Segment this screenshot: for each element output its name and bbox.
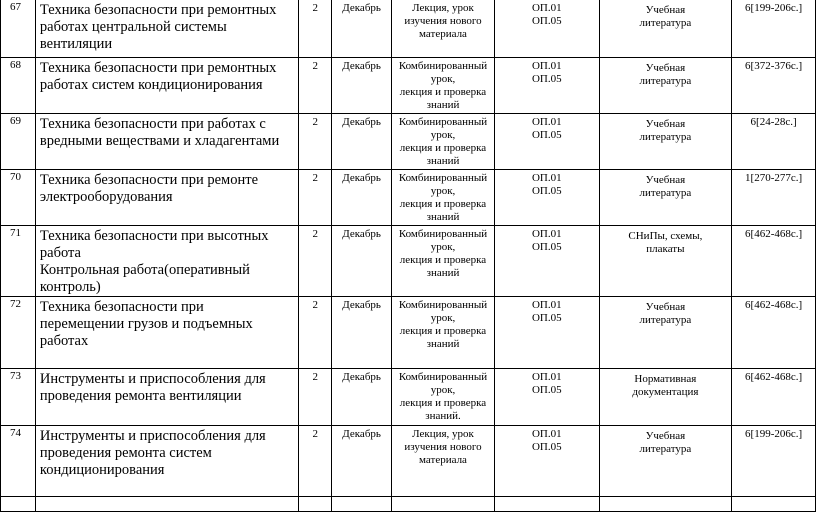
month-cell: Декабрь <box>332 0 392 58</box>
competencies-cell-line: ОП.01 <box>531 60 562 72</box>
row-number: 71 <box>1 226 36 297</box>
month-cell: Декабрь <box>332 426 392 497</box>
competencies-cell-line: ОП.01 <box>531 428 562 440</box>
resources-cell-line: плакаты <box>646 243 685 255</box>
resources-cell <box>599 114 732 170</box>
lesson-type-cell-line: изучения нового <box>404 15 482 27</box>
lesson-type-cell <box>392 426 495 497</box>
resources-cell-line: Нормативная <box>634 373 697 385</box>
resources-cell <box>599 426 732 497</box>
row-number: 70 <box>1 170 36 226</box>
resources-cell-line: литература <box>639 187 692 199</box>
hours-cell: 2 <box>299 297 332 369</box>
resources-cell-line: литература <box>639 314 692 326</box>
reference-cell: 6[199-206с.] <box>732 426 816 497</box>
lesson-type-cell-line: лекция и проверка <box>399 325 487 337</box>
topic-cell <box>35 58 298 114</box>
lesson-type-cell-line: знаний <box>426 155 460 167</box>
lesson-type-cell-line: материала <box>419 28 467 40</box>
table-row <box>1 297 816 369</box>
lesson-type-cell-line: знаний <box>426 211 460 223</box>
topic-cell-line: кондиционирования <box>39 462 165 478</box>
lesson-type-cell <box>392 0 495 58</box>
competencies-cell-line: ОП.05 <box>531 73 562 85</box>
lesson-type-cell <box>392 297 495 369</box>
lesson-type-cell-line: материала <box>419 454 467 466</box>
resources-cell-line: Учебная <box>645 62 686 74</box>
lesson-type-cell-line: лекция и проверка <box>399 397 487 409</box>
month-cell: Декабрь <box>332 170 392 226</box>
topic-cell-line: работах <box>39 333 89 349</box>
topic-cell-line: Инструменты и приспособления для <box>39 371 266 387</box>
resources-cell <box>599 369 732 426</box>
resources-cell-line: литература <box>639 131 692 143</box>
reference-cell: 6[462-468с.] <box>732 297 816 369</box>
reference-cell: 6[462-468с.] <box>732 369 816 426</box>
topic-cell-line: контроль) <box>39 279 101 295</box>
resources-cell <box>599 170 732 226</box>
competencies-cell-line: ОП.05 <box>531 384 562 396</box>
table-body <box>1 0 816 512</box>
resources-cell <box>599 58 732 114</box>
empty-table-row <box>1 497 816 512</box>
lesson-type-cell-line: урок, <box>430 384 456 396</box>
topic-cell-line: Контрольная работа(оперативный <box>39 262 250 278</box>
competencies-cell-line: ОП.01 <box>531 299 562 311</box>
empty-cell <box>1 497 36 512</box>
lesson-type-cell-line: урок, <box>430 185 456 197</box>
row-number: 73 <box>1 369 36 426</box>
competencies-cell <box>494 297 599 369</box>
resources-cell-line: литература <box>639 75 692 87</box>
lesson-type-cell-line: лекция и проверка <box>399 86 487 98</box>
resources-cell-line: документация <box>632 386 699 398</box>
resources-cell-line: Учебная <box>645 4 686 16</box>
row-number: 69 <box>1 114 36 170</box>
resources-cell-line: Учебная <box>645 301 686 313</box>
hours-cell: 2 <box>299 0 332 58</box>
reference-cell: 1[270-277с.] <box>732 170 816 226</box>
resources-cell-line: СНиПы, схемы, <box>628 230 703 242</box>
empty-cell <box>494 497 599 512</box>
competencies-cell-line: ОП.05 <box>531 185 562 197</box>
competencies-cell-line: ОП.05 <box>531 441 562 453</box>
topic-cell-line: работах систем кондиционирования <box>39 77 263 93</box>
month-cell: Декабрь <box>332 58 392 114</box>
lesson-type-cell-line: Комбинированный <box>398 371 488 383</box>
topic-cell <box>35 426 298 497</box>
empty-cell <box>35 497 298 512</box>
topic-cell-line: Техника безопасности при высотных <box>39 228 269 244</box>
competencies-cell-line: ОП.01 <box>531 2 562 14</box>
topic-cell-line: работах центральной системы <box>39 19 227 35</box>
lesson-type-cell <box>392 170 495 226</box>
month-cell: Декабрь <box>332 114 392 170</box>
resources-cell-line: литература <box>639 17 692 29</box>
topic-cell <box>35 369 298 426</box>
lesson-type-cell-line: Комбинированный <box>398 228 488 240</box>
lesson-type-cell-line: знаний. <box>425 410 461 422</box>
lesson-type-cell <box>392 58 495 114</box>
competencies-cell-line: ОП.01 <box>531 371 562 383</box>
lesson-type-cell-line: Лекция, урок <box>412 428 474 440</box>
lesson-type-cell-line: Лекция, урок <box>412 2 474 14</box>
topic-cell-line: Техника безопасности при ремонтных <box>39 2 277 18</box>
hours-cell: 2 <box>299 226 332 297</box>
topic-cell <box>35 114 298 170</box>
competencies-cell-line: ОП.05 <box>531 129 562 141</box>
topic-cell-line: Инструменты и приспособления для <box>39 428 266 444</box>
lesson-type-cell-line: знаний <box>426 99 460 111</box>
topic-cell-line: вентиляции <box>39 36 113 52</box>
topic-cell-line: Техника безопасности при работах с <box>39 116 266 132</box>
competencies-cell-line: ОП.05 <box>531 312 562 324</box>
lesson-type-cell-line: Комбинированный <box>398 299 488 311</box>
topic-cell <box>35 226 298 297</box>
resources-cell-line: Учебная <box>645 174 686 186</box>
topic-cell-line: проведения ремонта вентиляции <box>39 388 242 404</box>
lesson-type-cell-line: Комбинированный <box>398 172 488 184</box>
month-cell: Декабрь <box>332 369 392 426</box>
competencies-cell <box>494 0 599 58</box>
lesson-type-cell-line: урок, <box>430 129 456 141</box>
month-cell: Декабрь <box>332 297 392 369</box>
reference-cell: 6[24-28с.] <box>732 114 816 170</box>
resources-cell <box>599 0 732 58</box>
competencies-cell-line: ОП.01 <box>531 228 562 240</box>
row-number: 72 <box>1 297 36 369</box>
row-number: 74 <box>1 426 36 497</box>
table-row <box>1 426 816 497</box>
lesson-type-cell <box>392 369 495 426</box>
table-row <box>1 0 816 58</box>
topic-cell-line: Техника безопасности при ремонтных <box>39 60 277 76</box>
lesson-type-cell <box>392 226 495 297</box>
hours-cell: 2 <box>299 58 332 114</box>
lesson-type-cell-line: лекция и проверка <box>399 254 487 266</box>
reference-cell: 6[199-206с.] <box>732 0 816 58</box>
competencies-cell <box>494 114 599 170</box>
table-row <box>1 170 816 226</box>
lesson-type-cell-line: Комбинированный <box>398 60 488 72</box>
table-row <box>1 58 816 114</box>
hours-cell: 2 <box>299 369 332 426</box>
empty-cell <box>732 497 816 512</box>
table-row <box>1 226 816 297</box>
resources-cell-line: Учебная <box>645 118 686 130</box>
resources-cell <box>599 226 732 297</box>
empty-cell <box>332 497 392 512</box>
topic-cell <box>35 170 298 226</box>
competencies-cell <box>494 58 599 114</box>
table-row <box>1 369 816 426</box>
lesson-type-cell-line: изучения нового <box>404 441 482 453</box>
hours-cell: 2 <box>299 114 332 170</box>
topic-cell-line: работа <box>39 245 81 261</box>
reference-cell: 6[462-468с.] <box>732 226 816 297</box>
competencies-cell <box>494 426 599 497</box>
topic-cell <box>35 297 298 369</box>
competencies-cell <box>494 170 599 226</box>
table-row <box>1 114 816 170</box>
topic-cell <box>35 0 298 58</box>
competencies-cell-line: ОП.01 <box>531 116 562 128</box>
competencies-cell <box>494 226 599 297</box>
topic-cell-line: электрооборудования <box>39 189 173 205</box>
topic-cell-line: вредными веществами и хладагентами <box>39 133 280 149</box>
hours-cell: 2 <box>299 170 332 226</box>
empty-cell <box>599 497 732 512</box>
topic-cell-line: Техника безопасности при <box>39 299 204 315</box>
resources-cell-line: литература <box>639 443 692 455</box>
topic-cell-line: проведения ремонта систем <box>39 445 212 461</box>
competencies-cell <box>494 369 599 426</box>
empty-cell <box>392 497 495 512</box>
resources-cell <box>599 297 732 369</box>
topic-cell-line: Техника безопасности при ремонте <box>39 172 259 188</box>
lesson-type-cell-line: урок, <box>430 241 456 253</box>
lesson-type-cell-line: Комбинированный <box>398 116 488 128</box>
competencies-cell-line: ОП.05 <box>531 241 562 253</box>
reference-cell: 6[372-376с.] <box>732 58 816 114</box>
lesson-type-cell-line: знаний <box>426 338 460 350</box>
row-number: 68 <box>1 58 36 114</box>
topic-cell-line: перемещении грузов и подъемных <box>39 316 253 332</box>
row-number: 67 <box>1 0 36 58</box>
empty-cell <box>299 497 332 512</box>
lesson-type-cell-line: знаний <box>426 267 460 279</box>
lesson-type-cell-line: лекция и проверка <box>399 142 487 154</box>
lesson-type-cell-line: лекция и проверка <box>399 198 487 210</box>
competencies-cell-line: ОП.05 <box>531 15 562 27</box>
lesson-type-cell <box>392 114 495 170</box>
lesson-type-cell-line: урок, <box>430 312 456 324</box>
lesson-type-cell-line: урок, <box>430 73 456 85</box>
month-cell: Декабрь <box>332 226 392 297</box>
competencies-cell-line: ОП.01 <box>531 172 562 184</box>
resources-cell-line: Учебная <box>645 430 686 442</box>
hours-cell: 2 <box>299 426 332 497</box>
